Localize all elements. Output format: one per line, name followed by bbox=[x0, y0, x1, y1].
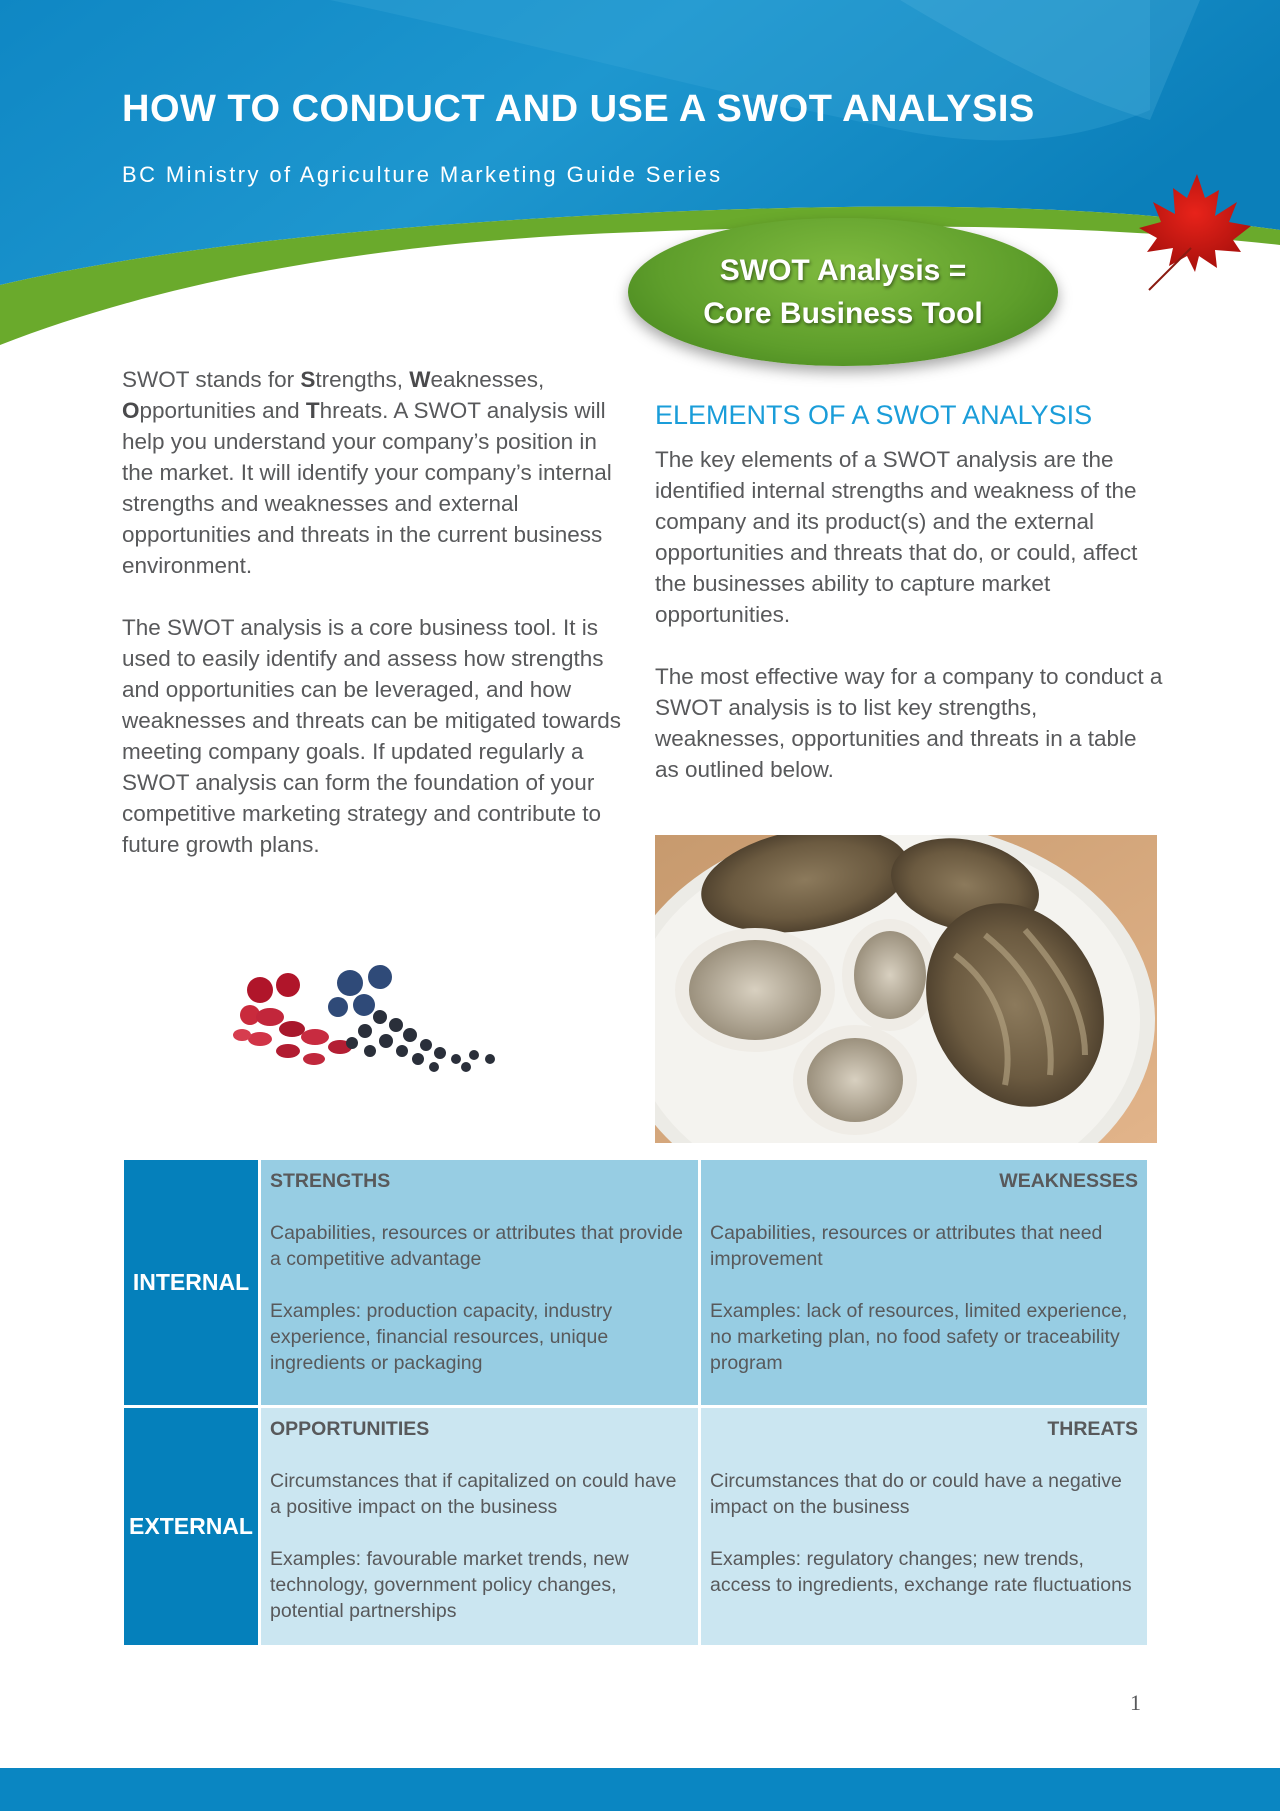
strengths-examples: Examples: production capacity, industry experience, financial resources, unique ingredients or packaging bbox=[270, 1300, 613, 1374]
strengths-cell bbox=[261, 1160, 701, 1408]
page-number: 1 bbox=[1130, 1690, 1141, 1715]
callout-line-2: Core Business Tool bbox=[703, 297, 983, 330]
elements-heading: ELEMENTS OF A SWOT ANALYSIS bbox=[655, 400, 1093, 430]
weaknesses-description: Capabilities, resources or attributes that need improvement bbox=[710, 1222, 1103, 1270]
external-row-label: EXTERNAL bbox=[124, 1408, 261, 1648]
core-tool-callout bbox=[628, 218, 1058, 366]
threats-examples: Examples: regulatory changes; new trends, access to ingredients, exchange rate fluctuations bbox=[710, 1548, 1132, 1596]
strengths-description: Capabilities, resources or attributes that provide a competitive advantage bbox=[270, 1222, 683, 1270]
oysters-image bbox=[655, 835, 1157, 1143]
weaknesses-cell bbox=[701, 1160, 1150, 1408]
callout-line-1: SWOT Analysis = bbox=[719, 254, 967, 287]
opportunities-title: OPPORTUNITIES bbox=[270, 1418, 430, 1440]
weaknesses-examples: Examples: lack of resources, limited experience, no marketing plan, no food safety or traceability program bbox=[710, 1300, 1128, 1374]
method-paragraph: The most effective way for a company to conduct a SWOT analysis is to list key strengths, weaknesses, opportunities and threats in a table as outlined below. bbox=[655, 664, 1163, 782]
page-title: HOW TO CONDUCT AND USE A SWOT ANALYSIS bbox=[122, 88, 1035, 130]
threats-description: Circumstances that do or could have a negative impact on the business bbox=[710, 1470, 1122, 1518]
core-tool-paragraph: The SWOT analysis is a core business tool. It is used to easily identify and assess how strengths and opportunities can be leveraged, and how weaknesses and threats can be mitigated towards meeting company goals. If updated regularly a SWOT analysis can form the foundation of your competitive marketing strategy and contribute to future growth plans. bbox=[122, 615, 622, 857]
elements-paragraph: The key elements of a SWOT analysis are the identified internal strengths and weakness of the company and its product(s) and the external opportunities and threats that do, or could, affect the businesses ability to capture market opportunities. bbox=[655, 447, 1138, 627]
page-subtitle: BC Ministry of Agriculture Marketing Guide Series bbox=[122, 162, 723, 187]
opportunities-cell bbox=[261, 1408, 701, 1648]
berries-image bbox=[230, 955, 540, 1090]
right-column bbox=[655, 400, 1165, 816]
footer-bar bbox=[0, 1768, 1280, 1811]
threats-cell bbox=[701, 1408, 1150, 1648]
strengths-title: STRENGTHS bbox=[270, 1170, 391, 1192]
intro-paragraph: SWOT stands for Strengths, Weaknesses, Opportunities and Threats. A SWOT analysis will help you understand your company’s position in the market. It will identify your company’s internal strengths and weaknesses and external opportunities and threats in the current business environment. bbox=[122, 367, 612, 578]
threats-title: THREATS bbox=[1047, 1418, 1138, 1440]
left-column bbox=[122, 364, 632, 891]
weaknesses-title: WEAKNESSES bbox=[999, 1170, 1138, 1192]
opportunities-description: Circumstances that if capitalized on could have a positive impact on the business bbox=[270, 1470, 677, 1518]
maple-leaf-icon bbox=[1125, 172, 1255, 292]
internal-row-label: INTERNAL bbox=[124, 1160, 261, 1408]
swot-table bbox=[124, 1160, 1150, 1648]
opportunities-examples: Examples: favourable market trends, new technology, government policy changes, potential partnerships bbox=[270, 1548, 629, 1622]
